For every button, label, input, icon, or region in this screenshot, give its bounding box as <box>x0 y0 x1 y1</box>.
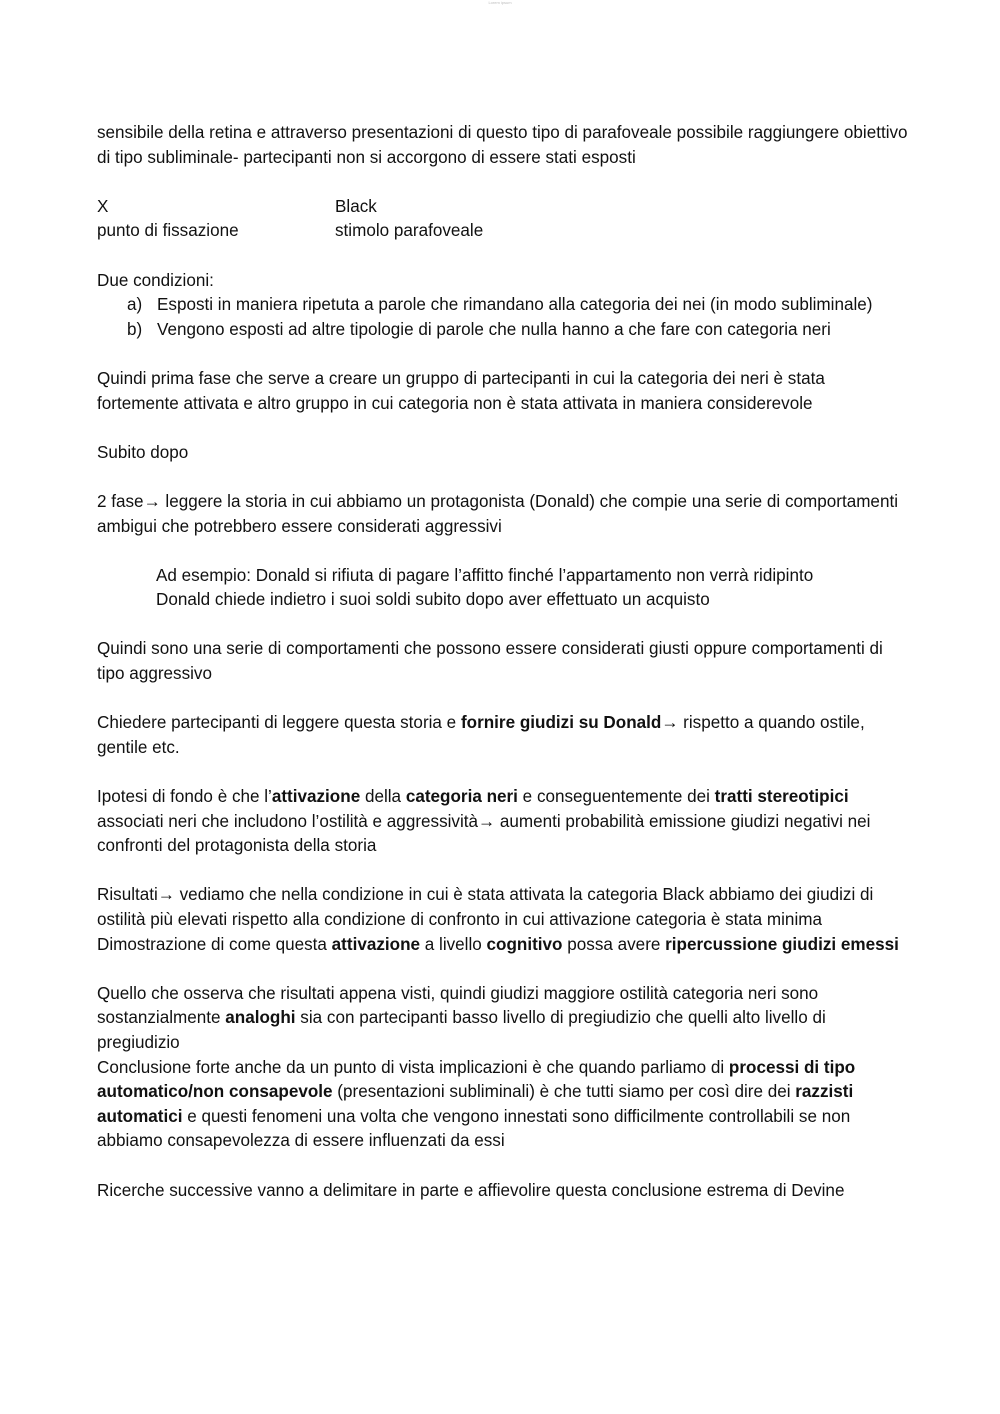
bold-run: processi di tipo automatico/non consapevole <box>97 1057 856 1102</box>
fixation-table <box>97 195 909 244</box>
text-run: associati neri che includono l’ostilità e aggressività→ aumenti probabilità emissione giudizi negativi nei confronti del protagonista della storia <box>97 811 871 856</box>
text-run: Chiedere partecipanti di leggere questa storia e <box>97 713 461 733</box>
conditions-list <box>97 293 909 342</box>
list-item <box>127 293 909 318</box>
document-body <box>97 121 909 1203</box>
subito-paragraph: Subito dopo <box>97 442 189 462</box>
example-line: Donald chiede indietro i suoi soldi subito dopo aver effettuato un acquisto <box>156 590 710 610</box>
text-run: della <box>360 787 406 807</box>
text-run: a livello <box>420 934 487 954</box>
bold-run: tratti stereotipici <box>714 787 849 807</box>
hypothesis-paragraph <box>97 785 909 859</box>
list-item-label: a) <box>127 295 143 315</box>
conditions-title: Due condizioni: <box>97 270 214 290</box>
fixation-row <box>97 195 909 220</box>
example-block <box>97 564 909 613</box>
bold-run: razzisti automatici <box>97 1082 854 1126</box>
second-phase-paragraph: 2 fase→ leggere la storia in cui abbiamo un protagonista (Donald) che compie una serie di comportamenti ambigui che potrebbero essere considerati aggressivi <box>97 491 898 536</box>
later-research-paragraph: Ricerche successive vanno a delimitare in parte e affievolire questa conclusione estrema di Devine <box>97 1180 845 1200</box>
text-run: Conclusione forte anche da un punto di vista implicazioni è che quando parliamo di <box>97 1057 729 1077</box>
conclusion-paragraph <box>97 1056 909 1154</box>
fixation-cell: punto di fissazione <box>97 221 239 241</box>
demonstration-paragraph <box>97 933 909 958</box>
header-watermark: Lorem ipsum <box>488 0 512 5</box>
stimulus-cell: Black <box>335 196 377 216</box>
bold-run: analoghi <box>225 1008 296 1028</box>
text-run: Quello che osserva che risultati appena visti, quindi giudizi maggiore ostilità categoria neri sono sostanzialmente <box>97 983 819 1028</box>
text-run: sia con partecipanti basso livello di pregiudizio che quelli alto livello di pregiudizio <box>97 1008 826 1052</box>
bold-run: attivazione <box>331 934 421 954</box>
fixation-cell: X <box>97 196 109 216</box>
text-run: → rispetto a quando ostile, gentile etc. <box>97 713 865 757</box>
bold-run: attivazione <box>271 787 361 807</box>
ask-paragraph <box>97 711 909 760</box>
text-run: Dimostrazione di come questa <box>97 934 332 954</box>
bold-run: categoria neri <box>405 787 518 807</box>
bold-run: cognitivo <box>486 934 563 954</box>
list-item-text: Esposti in maniera ripetuta a parole che rimandano alla categoria dei nei (in modo subliminale) <box>157 295 873 315</box>
text-run: e questi fenomeni una volta che vengono innestati sono difficilmente controllabili se non abbiamo consapevolezza di essere influenzati da essi <box>97 1106 851 1151</box>
example-line: Ad esempio: Donald si rifiuta di pagare l’affitto finché l’appartamento non verrà ridipinto <box>156 565 814 585</box>
list-item-label: b) <box>127 319 143 339</box>
first-phase-paragraph: Quindi prima fase che serve a creare un gruppo di partecipanti in cui la categoria dei neri è stata fortemente attivata e altro gruppo in cui categoria non è stata attivata in maniera considerevole <box>97 368 825 413</box>
behaviors-paragraph: Quindi sono una serie di comportamenti che possono essere considerati giusti oppure comportamenti di tipo aggressivo <box>97 639 883 684</box>
text-run: Ipotesi di fondo è che l’ <box>97 787 272 807</box>
text-run: possa avere <box>562 934 666 954</box>
fixation-row <box>97 219 909 244</box>
intro-paragraph: sensibile della retina e attraverso presentazioni di questo tipo di parafoveale possibile raggiungere obiettivo di tipo subliminale- partecipanti non si accorgono di essere stati esposti <box>97 123 908 167</box>
list-item <box>127 318 909 343</box>
text-run: e conseguentemente dei <box>517 787 715 807</box>
stimulus-cell: stimolo parafoveale <box>335 221 484 241</box>
text-run: (presentazioni subliminali) è che tutti siamo per così dire dei <box>332 1082 796 1102</box>
results-paragraph: Risultati→ vediamo che nella condizione in cui è stata attivata la categoria Black abbiamo dei giudizi di ostilità più elevati rispetto alla condizione di confronto in cui attivazione categoria è stata minima <box>97 885 874 929</box>
observation-paragraph <box>97 982 909 1056</box>
bold-run: fornire giudizi su Donald <box>460 713 662 733</box>
bold-run: ripercussione giudizi emessi <box>665 934 899 954</box>
list-item-text: Vengono esposti ad altre tipologie di parole che nulla hanno a che fare con categoria neri <box>157 319 831 339</box>
